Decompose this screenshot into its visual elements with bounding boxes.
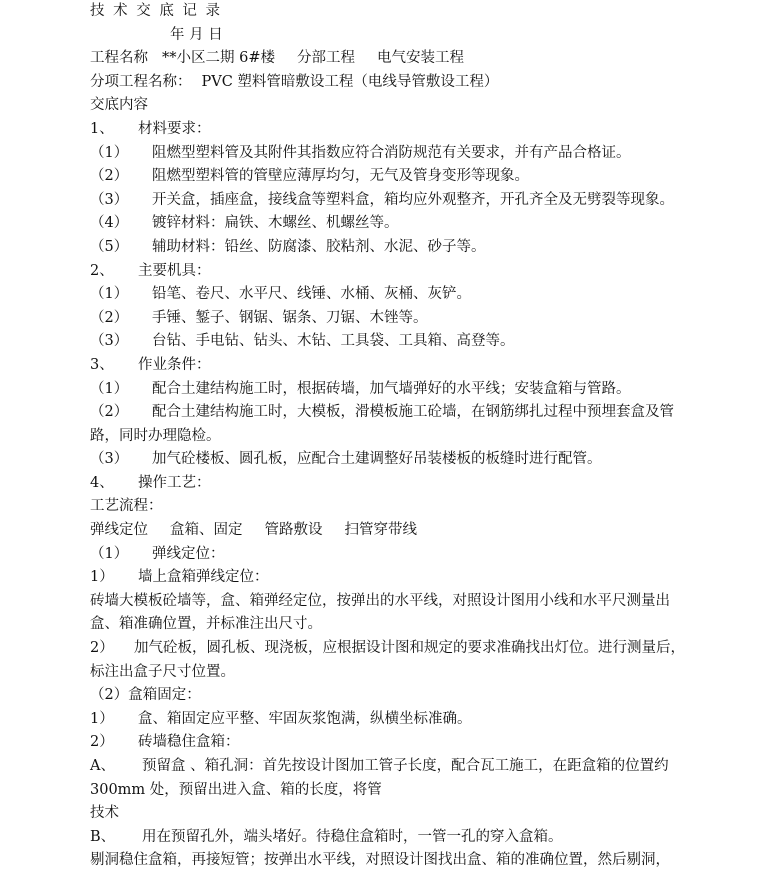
item-name-value: PVC 塑料管暗敷设工程（电线导管敷设工程） [201,73,499,90]
list-item: （5） 辅助材料：铅丝、防腐漆、胶粘剂、水泥、砂子等。 [90,238,486,255]
paragraph-line: 300mm 处，预留出进入盒、箱的长度，将管 [90,781,382,798]
subsection-heading: （2）盒箱固定： [90,687,201,704]
paragraph-line: 盒、箱准确位置，并标准注出尺寸。 [90,616,322,633]
list-item: （3） 开关盒，插座盒，接线盒等塑料盒，箱均应外观整齐，开孔齐全及无劈裂等现象。 [90,191,674,208]
section-3-heading [90,354,750,378]
flow-steps [90,519,750,543]
list-item: 2） 加气砼板，圆孔板、现浇板，应根据设计图和规定的要求准确找出灯位。进行测量后， [90,640,685,657]
list-item: 2） 砖墙稳住盒箱： [90,734,240,751]
flow-step: 盒箱、固定 [170,522,243,539]
list-item: （1） 配合土建结构施工时，根据砖墙，加气墙弹好的水平线；安装盒箱与管路。 [90,380,631,397]
section-number: 2、 [90,262,114,279]
tech-label: 技术 [90,805,119,822]
section-4-heading [90,472,750,496]
list-item: （1） 铅笔、卷尺、水平尺、线锤、水桶、灰桶、灰铲。 [90,286,471,303]
project-name-value: **小区二期 6#楼 [162,50,275,67]
list-item: 1） 墙上盒箱弹线定位： [90,569,269,586]
list-item: （3） 加气砼楼板、圆孔板，应配合土建调整好吊装楼板的板缝时进行配管。 [90,451,602,468]
list-item: B、 用在预留孔外，端头堵好。待稳住盒箱时，一管一孔的穿入盒箱。 [90,828,563,845]
content-label: 交底内容 [90,97,148,114]
section-title: 操作工艺： [138,474,211,491]
list-item: （3） 台钻、手电钻、钻头、木钻、工具袋、工具箱、高登等。 [90,333,515,350]
section-title: 作业条件： [138,356,211,373]
paragraph-line: 砖墙大模板砼墙等，盒、箱弹经定位，按弹出的水平线，对照设计图用小线和水平尺测量出 [90,592,670,609]
project-name-row [90,47,750,71]
document-page [90,0,750,873]
doc-title: 技 术 交 底 记 录 [90,3,223,19]
section-number: 3、 [90,356,114,373]
list-item: （1） 阻燃型塑料管及其附件其指数应符合消防规范有关要求，并有产品合格证。 [90,144,631,161]
project-name-label: 工程名称 [90,50,148,67]
subsection-heading: （1） 弹线定位： [90,545,225,562]
flow-step: 弹线定位 [90,522,148,539]
sub-project-value: 电气安装工程 [376,50,464,67]
section-title: 材料要求： [138,120,211,137]
flow-label: 工艺流程： [90,498,163,515]
section-number: 1、 [90,120,114,137]
paragraph-line: 标注出盒子尺寸位置。 [90,663,235,680]
sub-project-label: 分部工程 [296,50,355,67]
list-item: （4） 镀锌材料：扁铁、木螺丝、机螺丝等。 [90,215,399,232]
item-name-label: 分项工程名称： [90,73,192,90]
list-item: 1） 盒、箱固定应平整、牢固灰浆饱满，纵横坐标准确。 [90,710,472,727]
list-item: （2） 配合土建结构施工时，大模板，滑模板施工砼墙，在钢筋绑扎过程中预埋套盒及管 [90,404,674,421]
list-item: （2） 手锤、錾子、钢锯、锯条、刀锯、木锉等。 [90,309,428,326]
paragraph-line: 剔洞稳住盒箱，再接短管；按弹出水平线，对照设计图找出盒、箱的准确位置，然后剔洞， [90,852,670,869]
section-title: 主要机具： [138,262,211,279]
list-item: A、 预留盒 、箱孔洞：首先按设计图加工管子长度，配合瓦工施工，在距盒箱的位置约 [90,758,669,774]
section-1-heading [90,118,750,142]
doc-date: 年 月 日 [170,26,223,43]
flow-step: 扫管穿带线 [344,522,417,539]
item-name-row [90,71,750,95]
section-number: 4、 [90,474,114,491]
section-2-heading [90,260,750,284]
flow-step: 管路敷设 [264,522,323,539]
list-item: （2） 阻燃型塑料管的管壁应薄厚均匀，无气及管身变形等现象。 [90,168,529,185]
list-item-continuation: 路，同时办理隐检。 [90,427,221,444]
